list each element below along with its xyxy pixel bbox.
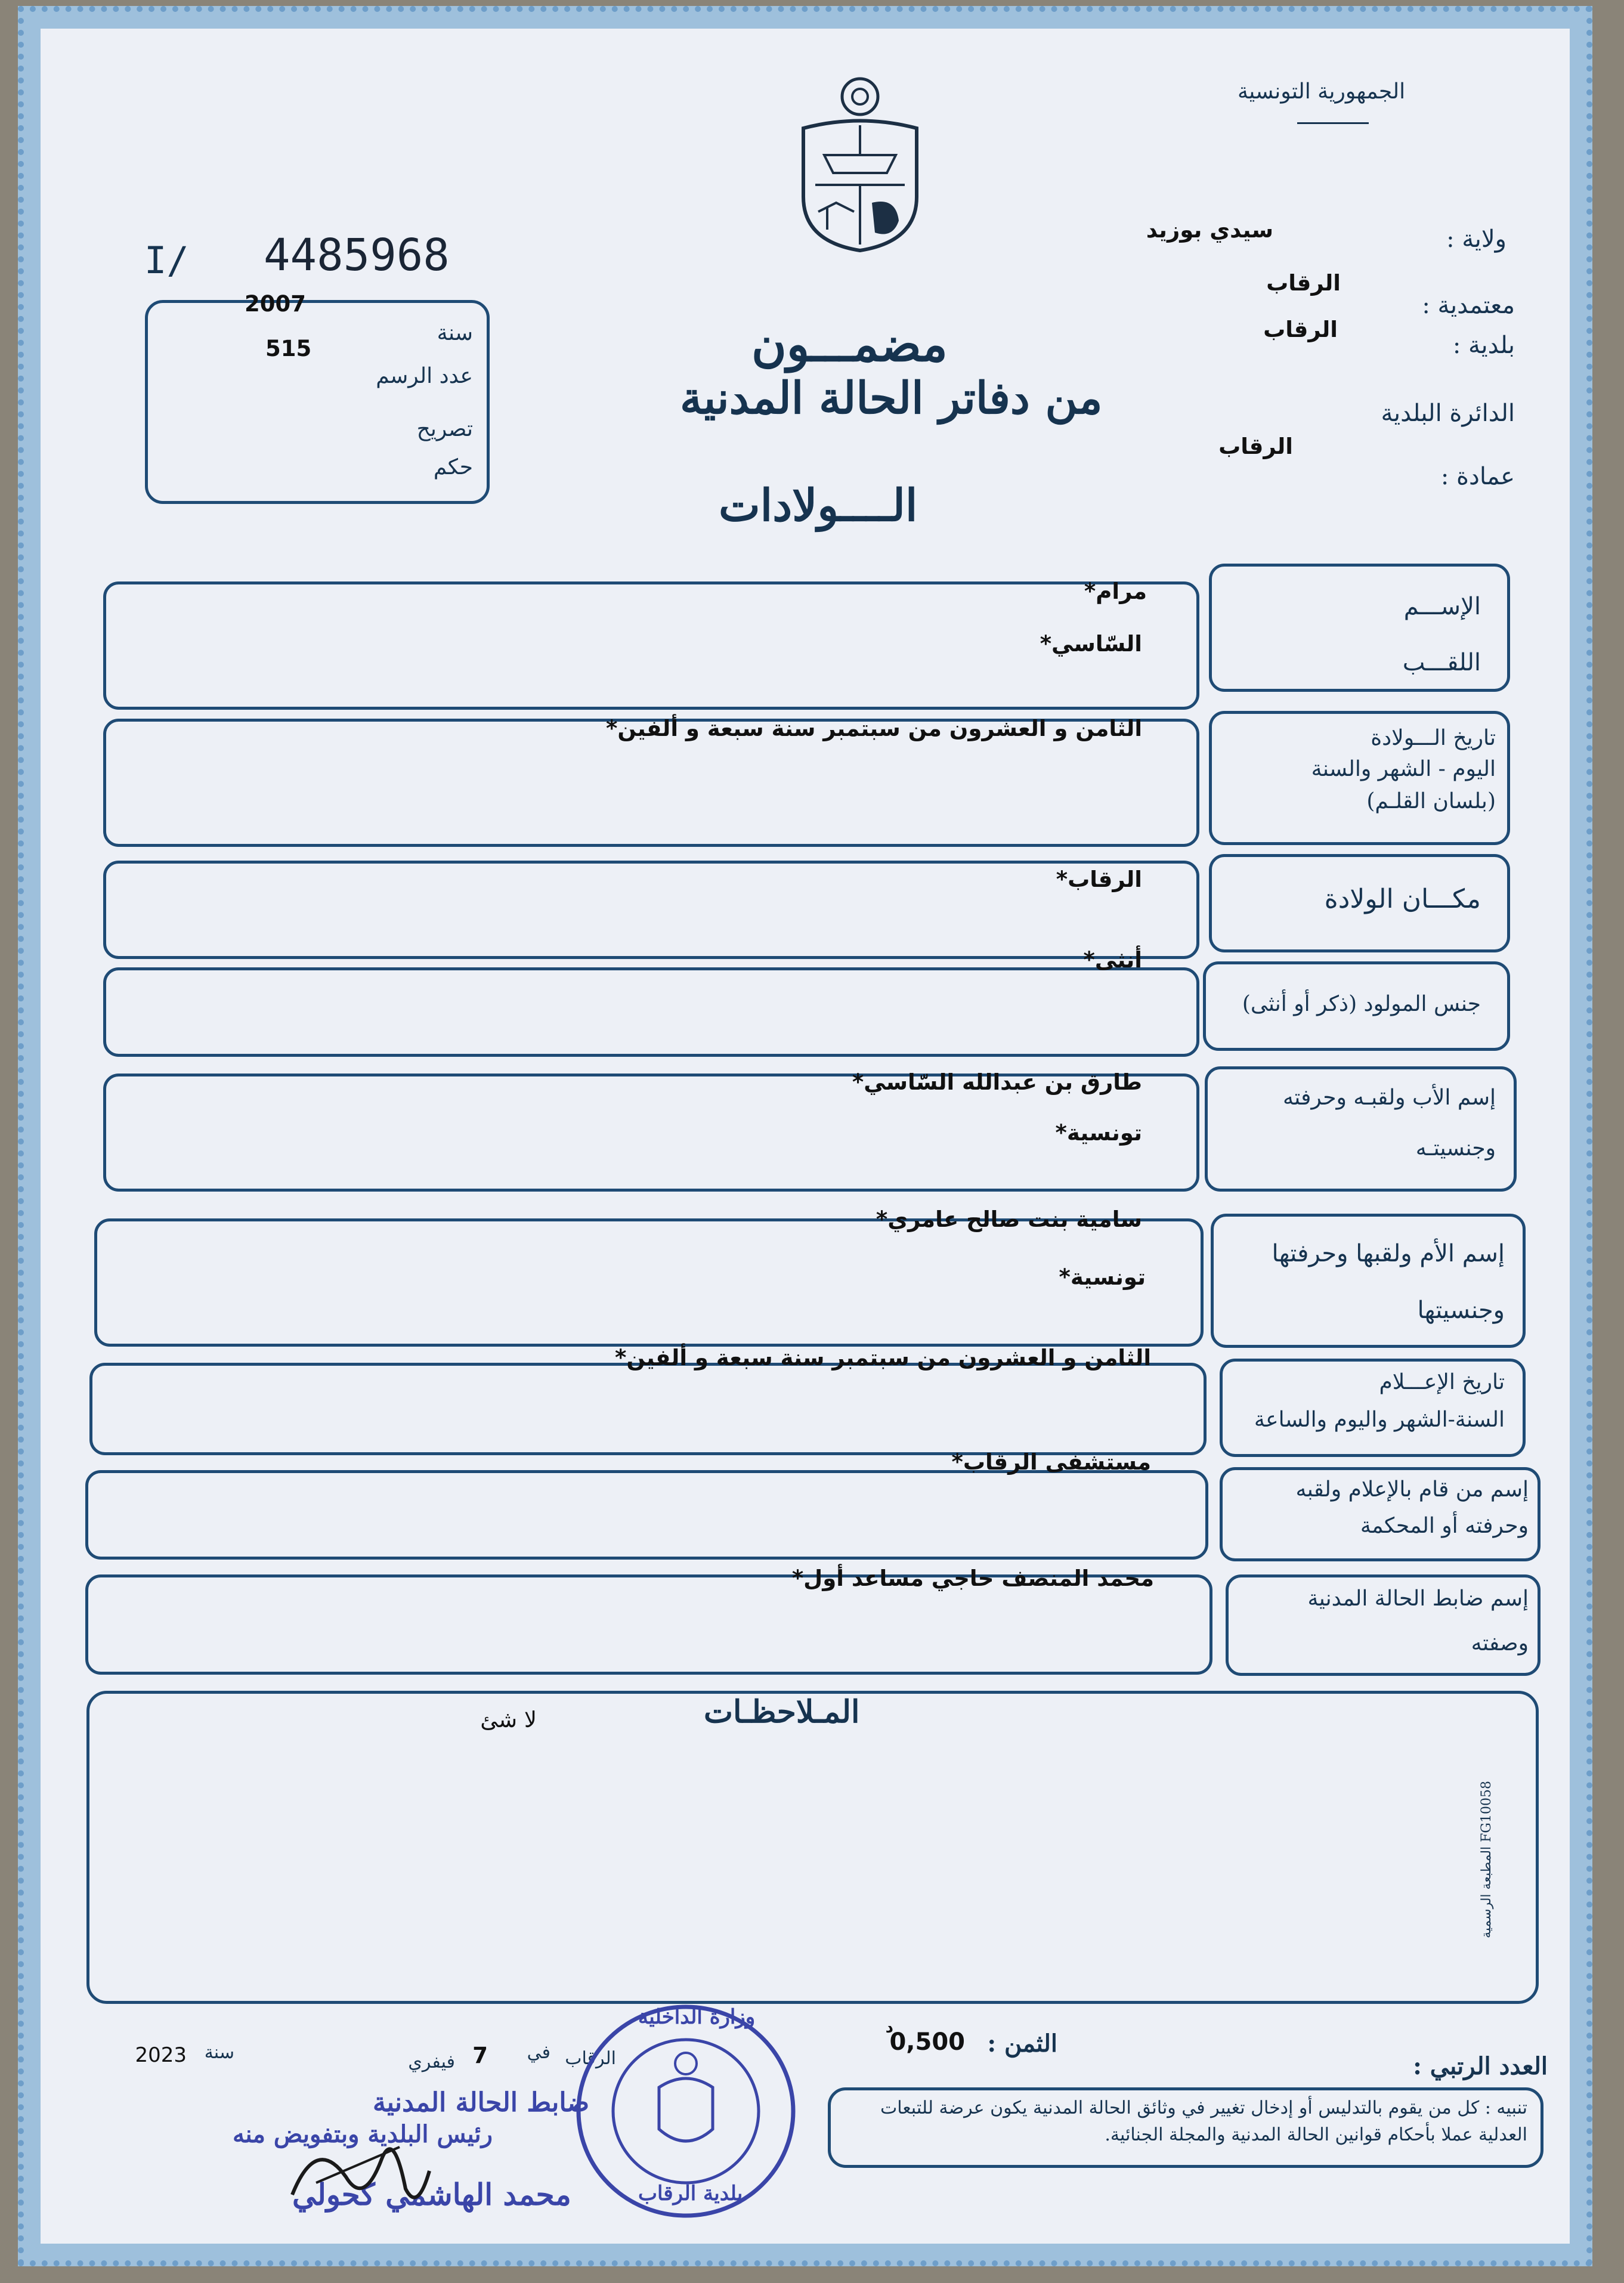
birth-date-label: تاريخ الـــولادة [1371,726,1496,750]
birth-date-value: الثامن و العشرون من سبتمبر سنة سبعة و ألفين* [606,716,1142,741]
surname-label: اللقـــب [1402,649,1481,676]
issue-year: 2023 [135,2043,187,2067]
officer-label: إسم ضابط الحالة المدنية [1307,1586,1529,1611]
birth-place-label: مكـــان الولادة [1324,884,1481,914]
mother-name-value: سامية بنت صالح عامري* [876,1207,1142,1232]
declaration-date-sublabel: السنة-الشهر واليوم والساعة [1254,1407,1505,1432]
republic-underline [1297,122,1369,124]
first-name-value: مرام* [1084,579,1147,604]
side-printer-mark: المطبعة الرسمية FG10058 [1479,1781,1494,1938]
circle-label: الدائرة البلدية [1381,400,1515,427]
register-fee-value: 515 [265,336,312,361]
register-year-label: سنة [437,321,473,345]
officer-sublabel: وصفته [1471,1631,1529,1656]
surname-value: السّاسي* [1040,631,1142,657]
handwritten-signature [280,2123,435,2219]
notes-heading: المـلاحظـات [704,1694,860,1730]
wilaya-value: سيدي بوزيد [1146,217,1273,243]
birth-date-note: (بلسان القلـم) [1366,789,1496,813]
declaration-date-label: تاريخ الإعـــلام [1379,1370,1505,1394]
stamp-ministry-text: وزارة الداخلية [638,2005,756,2029]
sex-value: أنثى* [1083,947,1142,973]
serial-number: 4485968 [264,230,450,281]
mother-label-box [1211,1214,1526,1348]
mother-label: إسم الأم ولقبها وحرفتها [1272,1240,1505,1267]
issue-year-label: سنة [204,2042,234,2063]
document-subtitle: من دفاتر الحالة المدنية [680,373,1103,424]
declarant-value-box [85,1470,1208,1560]
father-nationality-value: تونسية* [1055,1120,1142,1146]
father-nationality-label: وجنسيتـه [1415,1136,1496,1161]
price-label: الثمن : [987,2030,1057,2058]
declarant-label: إسم من قام بالإعلام ولقبه [1295,1477,1529,1502]
circle-value: الرقاب [1218,434,1293,459]
register-year-value: 2007 [245,291,306,317]
register-fee-label: عدد الرسم [376,364,473,388]
delegation-value: الرقاب [1266,270,1341,296]
serial-prefix: I/ [144,239,189,282]
issue-day: 7 [472,2043,488,2068]
declarant-sublabel: وحرفته أو المحكمة [1360,1514,1529,1538]
sex-label: جنس المولود (ذكر أو أنثى) [1242,992,1481,1016]
father-name-value: طارق بن عبدالله السّاسي* [852,1069,1142,1095]
signature-officer-name: محمد الهاشمي كحولي [292,2177,571,2212]
declaration-date-value-box [89,1363,1207,1455]
register-declaration-label: تصريح [416,417,473,441]
birth-place-value: الرقاب* [1056,867,1142,892]
birth-place-value-box [103,861,1199,959]
signature-delegate-line: رئيس البلدية وبتفويض منه [233,2120,493,2148]
declarant-value: مستشفى الرقاب* [951,1449,1151,1475]
birth-date-sublabel: اليوم - الشهر والسنة [1311,757,1496,781]
name-value-box [103,581,1199,710]
sex-value-box [103,967,1199,1057]
officer-value: محمد المنصف حاجي مساعد أول* [791,1566,1154,1591]
issue-month: فيفري [408,2052,455,2072]
mother-nationality-label: وجنسيتها [1417,1297,1505,1324]
signature-officer-title: ضابط الحالة المدنية [373,2087,590,2118]
register-judgment-label: حكم [433,455,473,480]
price-value: 0,500 [889,2028,965,2056]
issue-in-label: في [527,2042,550,2063]
issue-place: الرقاب [565,2048,616,2069]
municipality-value: الرقاب [1263,317,1338,342]
name-label: الإســـم [1403,593,1481,620]
omda-label: عمادة : [1440,463,1515,490]
delegation-label: معتمدية : [1422,292,1515,319]
father-label: إسم الأب ولقبـه وحرفته [1282,1085,1496,1110]
wilaya-label: ولاية : [1446,225,1507,253]
coat-of-arms-emblem [791,72,929,256]
municipality-label: بلدية : [1452,332,1515,359]
price-unit: د [885,2019,893,2037]
births-title: الــــولادات [719,480,918,531]
document-title: مضمـــون [751,316,948,372]
mother-value-box [94,1218,1204,1347]
notes-value: لا شئ [480,1707,537,1733]
warning-text: تنبيه : كل من يقوم بالتدليس أو إدخال تغيير في وثائق الحالة المدنية يكون عرضة للتبعات العدلية عملا بأحكام قوانين الحالة المدنية والمجلة الجنائية. [880,2098,1527,2145]
stamp-municipality-text: بلدية الرقاب [638,2182,743,2205]
serial-number-label: العدد الرتبي : [1413,2052,1548,2080]
notes-box [86,1691,1539,2004]
republic-heading: الجمهورية التونسية [1238,79,1406,104]
declaration-date-value: الثامن و العشرون من سبتمبر سنة سبعة و ألفين* [615,1345,1151,1371]
mother-nationality-value: تونسية* [1059,1264,1146,1290]
